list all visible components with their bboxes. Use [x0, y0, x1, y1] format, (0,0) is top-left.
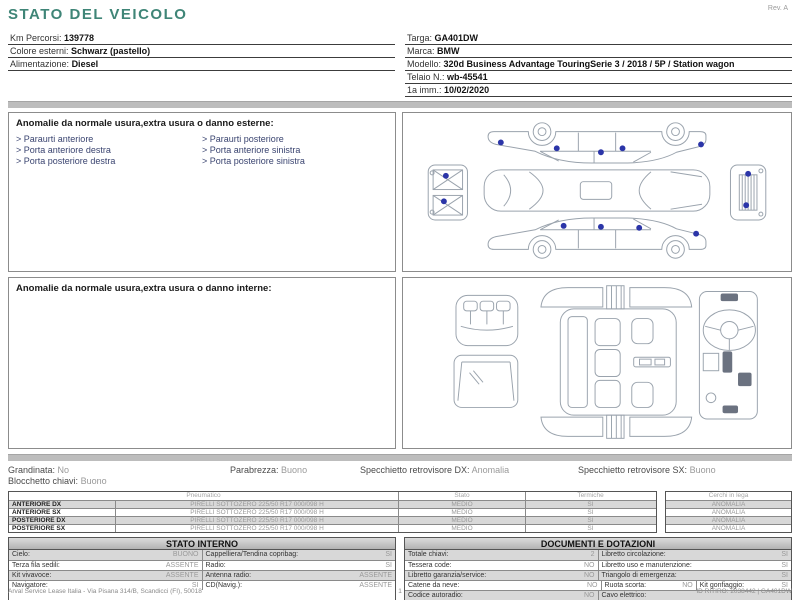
table-row: [405, 560, 791, 570]
tyre-spec: PIRELLI SOTTOZERO 225/50 R17 000/098 H: [190, 501, 324, 508]
value: wb-45541: [447, 72, 488, 82]
exterior-anomalies-panel: [8, 112, 396, 272]
interior-section: [8, 277, 792, 449]
label: Libretto garanzia/service:: [408, 572, 487, 579]
footer-page-number: 1: [398, 588, 402, 595]
label: Grandinata:: [8, 465, 56, 475]
footer-company-address: Arval Service Lease Italia - Via Pisana 314/B, Scandicci (FI), 50018: [8, 588, 202, 595]
anomaly-text: Porta posteriore destra: [23, 156, 116, 166]
value: SI: [385, 551, 392, 558]
field-prima-immatricolazione: [405, 84, 792, 97]
cerchi-row: [666, 516, 791, 524]
value: 139778: [64, 33, 95, 43]
value: BMW: [437, 46, 460, 56]
value: 10/02/2020: [444, 85, 490, 95]
value: NO: [584, 592, 595, 599]
side-view-bottom: [488, 218, 706, 258]
bullet: >: [202, 134, 208, 144]
label: Kit gonfiaggio:: [699, 582, 745, 589]
field-libretto-circolazione: [598, 550, 792, 560]
field-grandinata: [8, 465, 230, 476]
field-tessera-code: [405, 561, 598, 570]
field-libretto-garanzia: [405, 571, 598, 580]
cerchi-header-row: [666, 492, 791, 500]
tyres-table: [8, 491, 657, 533]
footer-ritiro-id: ID RITIRO: 2038442 | GA401DW: [696, 588, 792, 595]
value: SI: [781, 551, 788, 558]
anomaly-item: [16, 156, 202, 167]
tyre-state: MEDIO: [398, 501, 525, 508]
value: No: [57, 465, 70, 475]
value: SI: [781, 572, 788, 579]
cabin-plan-view: [541, 286, 692, 439]
tyre-spec: PIRELLI SOTTOZERO 225/50 R17 000/098 H: [190, 509, 324, 516]
label: Telaio N.:: [407, 72, 445, 82]
label: Ruota scorta:: [604, 582, 647, 589]
anomaly-item: [16, 145, 202, 156]
tyre-position: ANTERIORE SX: [9, 509, 116, 516]
label: Totale chiavi:: [408, 551, 449, 558]
field-terza-fila-sedili: [9, 561, 202, 570]
field-radio: [202, 561, 396, 570]
value: Diesel: [71, 59, 99, 69]
tyre-spec: PIRELLI SOTTOZERO 225/50 R17 000/098 H: [190, 517, 324, 524]
label: Modello:: [407, 59, 442, 69]
field-specchietto-sx: [578, 465, 716, 476]
cerchi-row: [666, 508, 791, 516]
label: Specchietto retrovisore DX:: [360, 465, 470, 475]
tyre-winter: SI: [525, 525, 655, 532]
table-row: [405, 550, 791, 560]
tyre-state: MEDIO: [398, 509, 525, 516]
tyre-state: MEDIO: [398, 525, 525, 532]
stato-interno-title: STATO INTERNO: [9, 538, 395, 550]
bullet: >: [16, 134, 22, 144]
interior-diagram-panel: [402, 277, 792, 449]
label: Kit vivavoce:: [12, 572, 52, 579]
interior-anomalies-panel: [8, 277, 396, 449]
anomaly-item: [16, 134, 202, 145]
bullet: >: [202, 145, 208, 155]
value: ASSENTE: [359, 572, 392, 579]
value: GA401DW: [434, 33, 479, 43]
label: Marca:: [407, 46, 435, 56]
value: Buono: [689, 465, 716, 475]
field-cielo: [9, 550, 202, 560]
value: Buono: [281, 465, 308, 475]
cerchi-state: ANOMALIA: [711, 517, 746, 524]
label: Catene da neve:: [408, 582, 460, 589]
trunk-view: [454, 355, 518, 407]
value: Anomalia: [471, 465, 510, 475]
bullet: >: [202, 156, 208, 166]
value: Schwarz (pastello): [71, 46, 151, 56]
label: Libretto uso e manutenzione:: [601, 562, 692, 569]
field-totale-chiavi: [405, 550, 598, 560]
page-title: STATO DEL VEICOLO: [8, 6, 188, 23]
damage-markers: [441, 139, 751, 236]
anomaly-text: Porta posteriore sinistra: [209, 156, 305, 166]
label: 1a imm.:: [407, 85, 442, 95]
table-row: [9, 560, 395, 570]
label: Km Percorsi:: [10, 33, 62, 43]
interior-anomalies-title: Anomalie da normale usura,extra usura o danno interne:: [16, 283, 272, 294]
tyre-row-anteriore-dx: [9, 500, 656, 508]
cerchi-state: ANOMALIA: [711, 509, 746, 516]
label: Triangolo di emergenza:: [601, 572, 677, 579]
cerchi-row: [666, 524, 791, 532]
anomaly-text: Porta anteriore destra: [23, 145, 111, 155]
exterior-damage-diagram-panel: [402, 112, 792, 272]
anomalies-right-column: [202, 134, 388, 167]
anomaly-text: Porta anteriore sinistra: [209, 145, 301, 155]
table-row: [9, 550, 395, 560]
anomalies-left-column: [16, 134, 202, 167]
tyre-winter: SI: [525, 517, 655, 524]
header-fields: [8, 32, 792, 97]
tyres-header-row: [9, 492, 656, 500]
table-row: [9, 570, 395, 580]
header-right-column: [405, 32, 792, 97]
value: SI: [385, 562, 392, 569]
table-row: [405, 570, 791, 580]
field-km-percorsi: [8, 32, 395, 45]
header-left-column: [8, 32, 395, 97]
rear-seats-view: [456, 295, 518, 345]
value: Buono: [80, 476, 107, 486]
field-blocchetto-chiavi: [8, 476, 107, 487]
field-alimentazione: [8, 58, 395, 71]
anomaly-item: [202, 156, 388, 167]
label: Codice autoradio:: [408, 592, 463, 599]
exterior-section: [8, 112, 792, 272]
field-specchietto-dx: [360, 465, 578, 476]
anomaly-item: [202, 134, 388, 145]
exterior-anomalies-title: Anomalie da normale usura,extra usura o danno esterne:: [16, 118, 274, 129]
col-header-pneumatico: Pneumatico: [186, 492, 221, 499]
field-antenna-radio: [202, 571, 396, 580]
status-line-2: [8, 476, 792, 487]
field-cappelliera: [202, 550, 396, 560]
car-interior-diagram: [403, 278, 791, 448]
cerchi-state: ANOMALIA: [711, 501, 746, 508]
value: ASSENTE: [359, 582, 392, 589]
label: Parabrezza:: [230, 465, 279, 475]
label: Navigatore:: [12, 582, 48, 589]
label: Specchietto retrovisore SX:: [578, 465, 688, 475]
exterior-anomalies-list: [16, 134, 388, 167]
tyre-row-anteriore-sx: [9, 508, 656, 516]
value: NO: [587, 582, 598, 589]
label: Radio:: [205, 562, 226, 569]
field-targa: [405, 32, 792, 45]
bullet: >: [16, 145, 22, 155]
col-header-stato: Stato: [398, 492, 525, 500]
car-exterior-diagram: [403, 113, 791, 271]
side-view-top: [488, 123, 706, 163]
label: Terza fila sedili:: [12, 562, 60, 569]
label: Libretto circolazione:: [601, 551, 666, 558]
value: SI: [191, 582, 199, 589]
revision-label: Rev. A: [767, 5, 788, 12]
tyres-section: [8, 491, 792, 533]
tyre-winter: SI: [525, 509, 655, 516]
label: Tessera code:: [408, 562, 452, 569]
value: BUONO: [172, 551, 199, 558]
anomaly-item: [202, 145, 388, 156]
value: 320d Business Advantage TouringSerie 3 / 2018 / 5P / Station wagon: [443, 59, 735, 69]
anomaly-text: Paraurti posteriore: [209, 134, 284, 144]
label: Cavo elettrico:: [601, 592, 647, 599]
tyre-row-posteriore-dx: [9, 516, 656, 524]
cerchi-state: ANOMALIA: [711, 525, 746, 532]
field-telaio: [405, 71, 792, 84]
value: NO: [584, 572, 595, 579]
field-colore-esterni: [8, 45, 395, 58]
front-view: [428, 165, 467, 220]
value: SI: [781, 562, 788, 569]
field-modello: [405, 58, 792, 71]
alloy-wheels-table: [665, 491, 792, 533]
label: CD(Navig.):: [205, 582, 243, 589]
label: Colore esterni:: [10, 46, 69, 56]
page-footer: [8, 588, 792, 595]
label: Targa:: [407, 33, 433, 43]
value: NO: [682, 582, 693, 589]
tyre-position: POSTERIORE SX: [9, 525, 116, 532]
col-header-termiche: Termiche: [525, 492, 655, 500]
field-triangolo-emergenza: [598, 571, 792, 580]
section-divider-bar: [8, 454, 792, 461]
section-divider-bar: [8, 101, 792, 108]
field-kit-vivavoce: [9, 571, 202, 580]
label: Antenna radio:: [205, 572, 252, 579]
status-line-1: [8, 465, 792, 476]
tyre-winter: SI: [525, 501, 655, 508]
field-libretto-uso: [598, 561, 792, 570]
label: Blocchetto chiavi:: [8, 476, 79, 486]
col-header-cerchi: Cerchi in lega: [708, 492, 749, 499]
tyre-state: MEDIO: [398, 517, 525, 524]
bullet: >: [16, 156, 22, 166]
dashboard-view: [699, 292, 757, 419]
top-view: [484, 170, 710, 211]
label: Alimentazione:: [10, 59, 70, 69]
cerchi-row: [666, 500, 791, 508]
documenti-title: DOCUMENTI E DOTAZIONI: [405, 538, 791, 550]
value: SI: [781, 582, 788, 589]
value: ASSENTE: [165, 572, 199, 579]
tyre-position: POSTERIORE DX: [9, 517, 116, 524]
field-marca: [405, 45, 792, 58]
label: Cappelliera/Tendina copribag:: [205, 551, 299, 558]
tyre-spec: PIRELLI SOTTOZERO 225/50 R17 000/098 H: [190, 525, 324, 532]
value: NO: [584, 562, 595, 569]
tyre-position: ANTERIORE DX: [9, 501, 116, 508]
label: Cielo:: [12, 551, 30, 558]
value: 2: [590, 551, 595, 558]
anomaly-text: Paraurti anteriore: [23, 134, 94, 144]
value: ASSENTE: [165, 562, 199, 569]
field-parabrezza: [230, 465, 360, 476]
tyre-row-posteriore-sx: [9, 524, 656, 532]
